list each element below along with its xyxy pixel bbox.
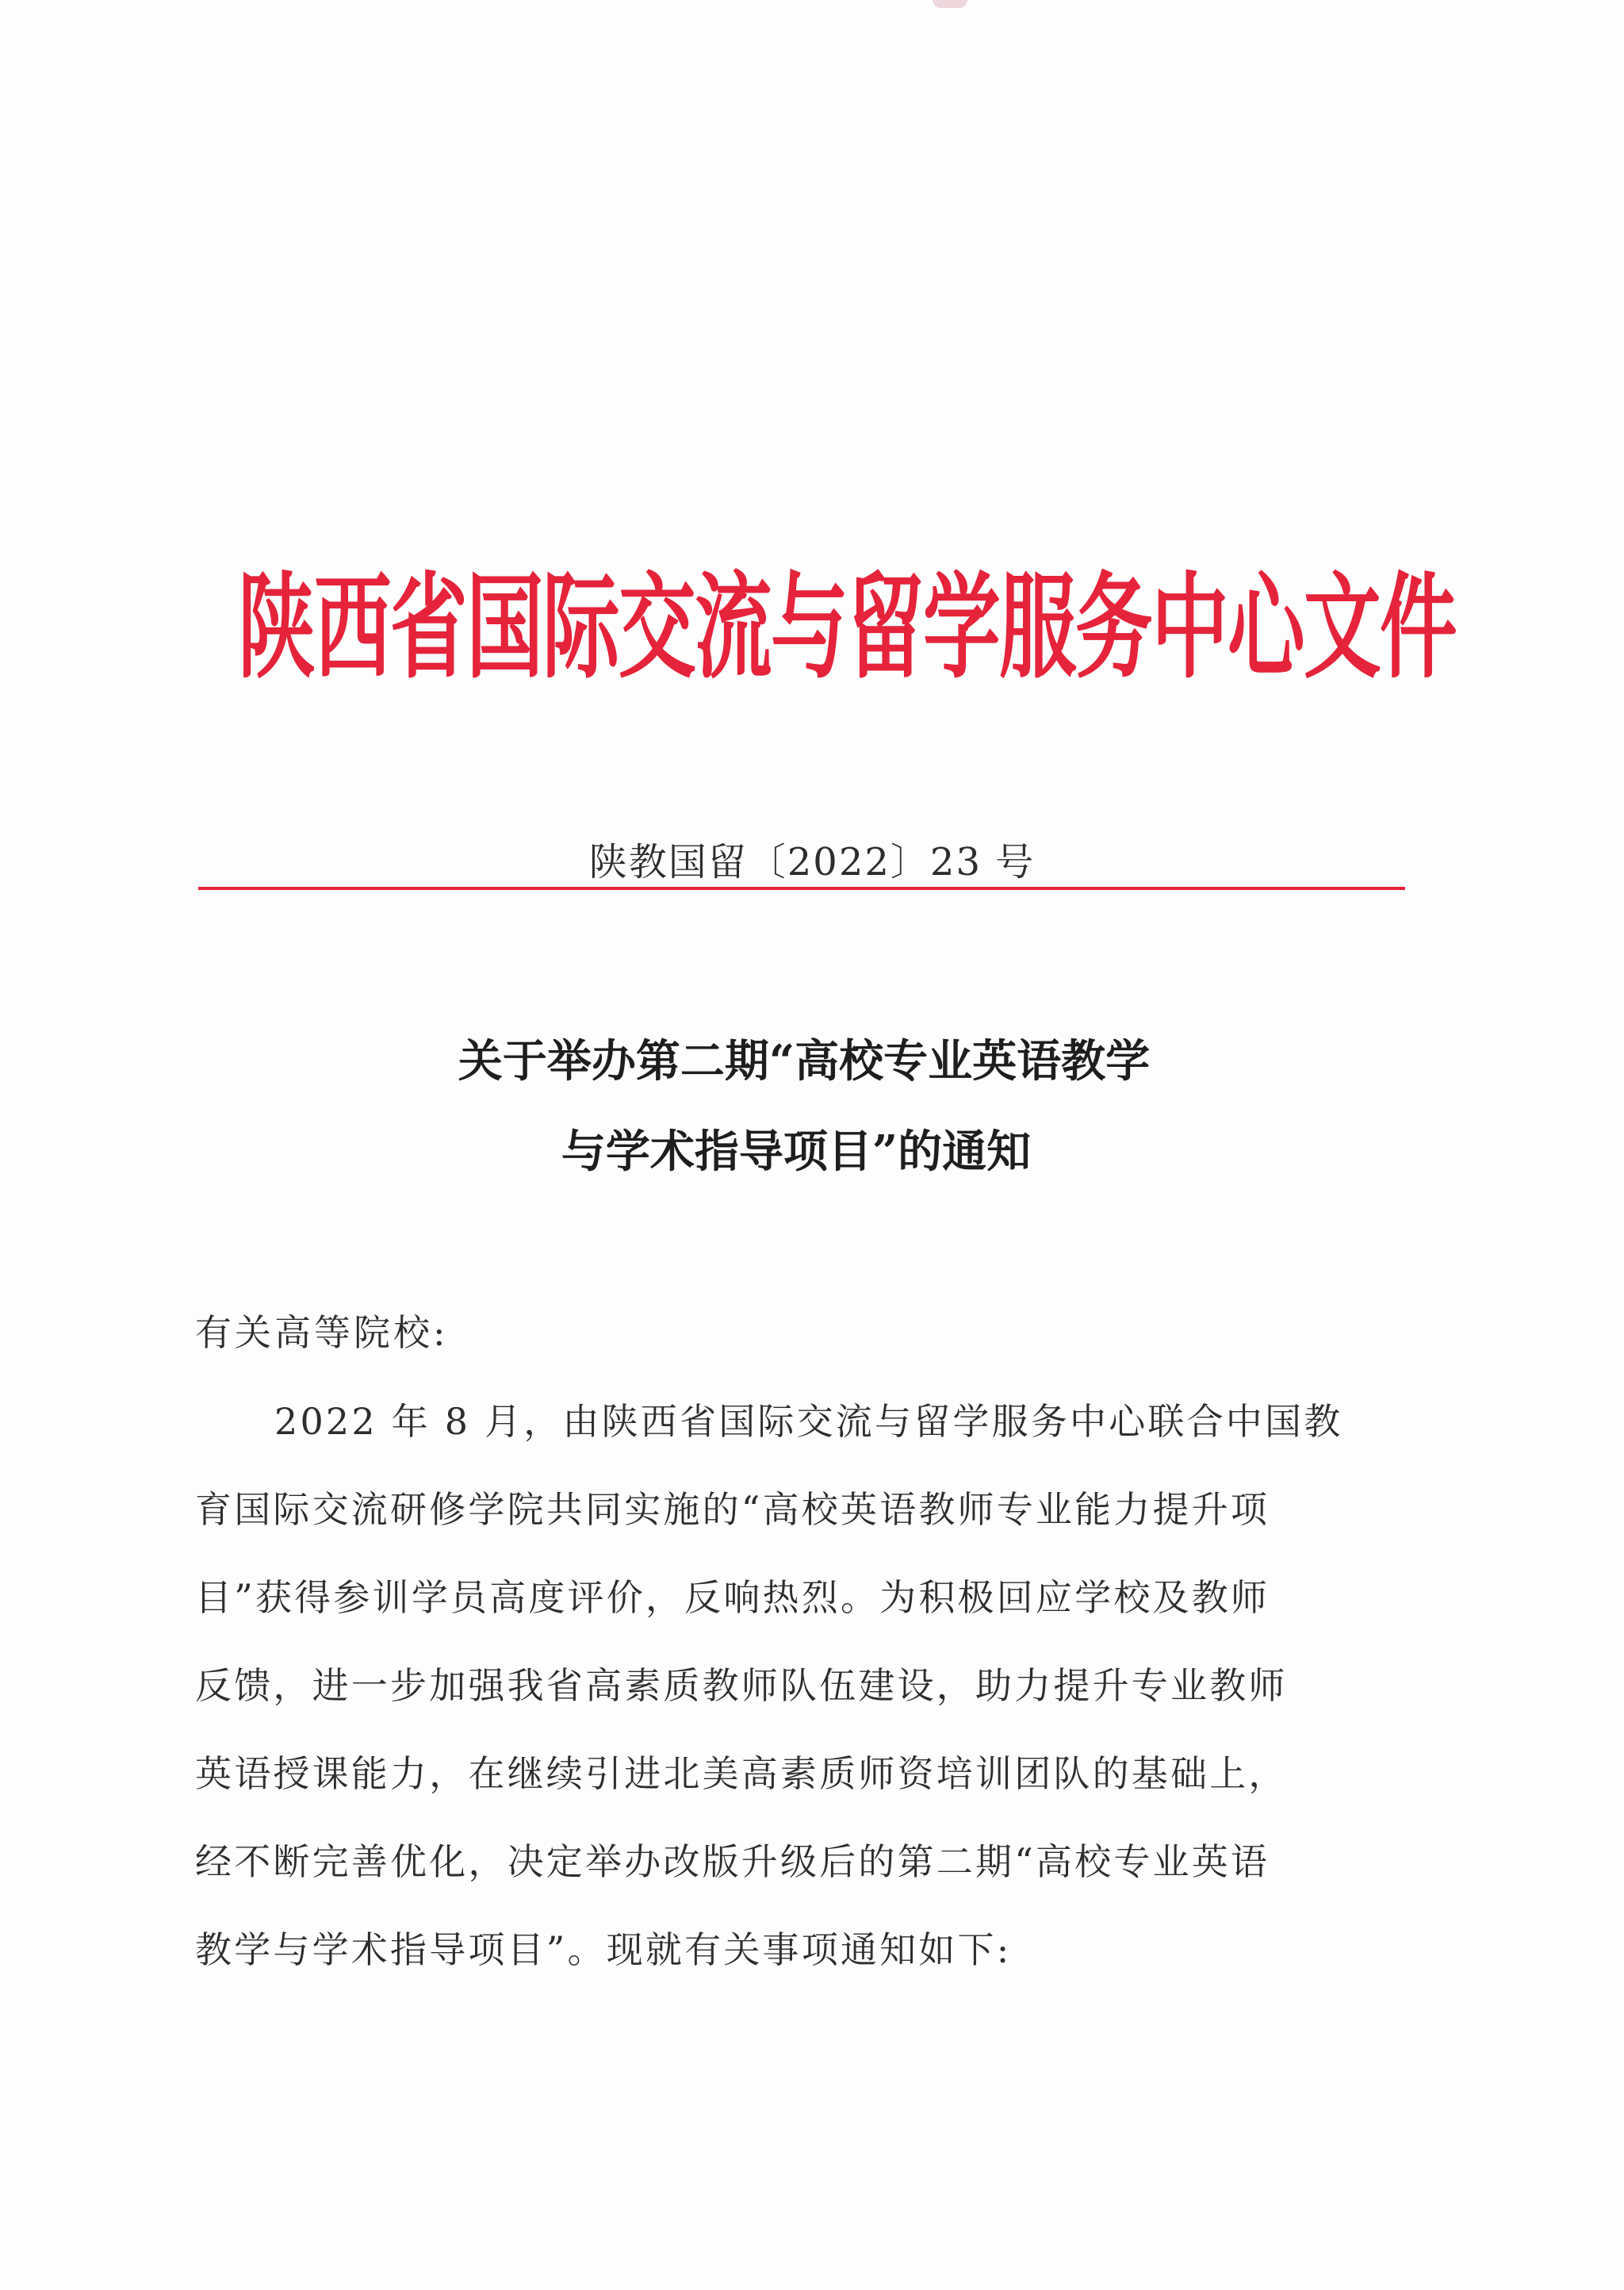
body-line-1: 2022 年 8 月，由陕西省国际交流与留学服务中心联合中国教 [274, 1400, 1343, 1443]
document-title-line-1: 关于举办第二期“高校专业英语教学 [458, 1035, 1151, 1087]
salutation: 有关高等院校: [195, 1311, 449, 1354]
body-line-6: 经不断完善优化，决定举办改版升级后的第二期“高校专业英语 [195, 1840, 1270, 1883]
issuer-header-title: 陕西省国际交流与留学服务中心文件 [238, 559, 1456, 694]
body-line-7: 教学与学术指导项目”。现就有关事项通知如下: [195, 1928, 1012, 1971]
body-line-2: 育国际交流研修学院共同实施的“高校英语教师专业能力提升项 [195, 1488, 1270, 1531]
red-separator-line [198, 887, 1405, 890]
document-title-line-2: 与学术指导项目”的通知 [561, 1126, 1032, 1178]
document-number: 陕教国留〔2022〕23 号 [588, 840, 1036, 884]
body-line-3: 目”获得参训学员高度评价，反响热烈。为积极回应学校及教师 [195, 1576, 1270, 1619]
scan-mark [933, 0, 967, 8]
body-line-5: 英语授课能力，在继续引进北美高素质师资培训团队的基础上， [195, 1752, 1288, 1795]
body-line-4: 反馈，进一步加强我省高素质教师队伍建设，助力提升专业教师 [195, 1664, 1288, 1707]
